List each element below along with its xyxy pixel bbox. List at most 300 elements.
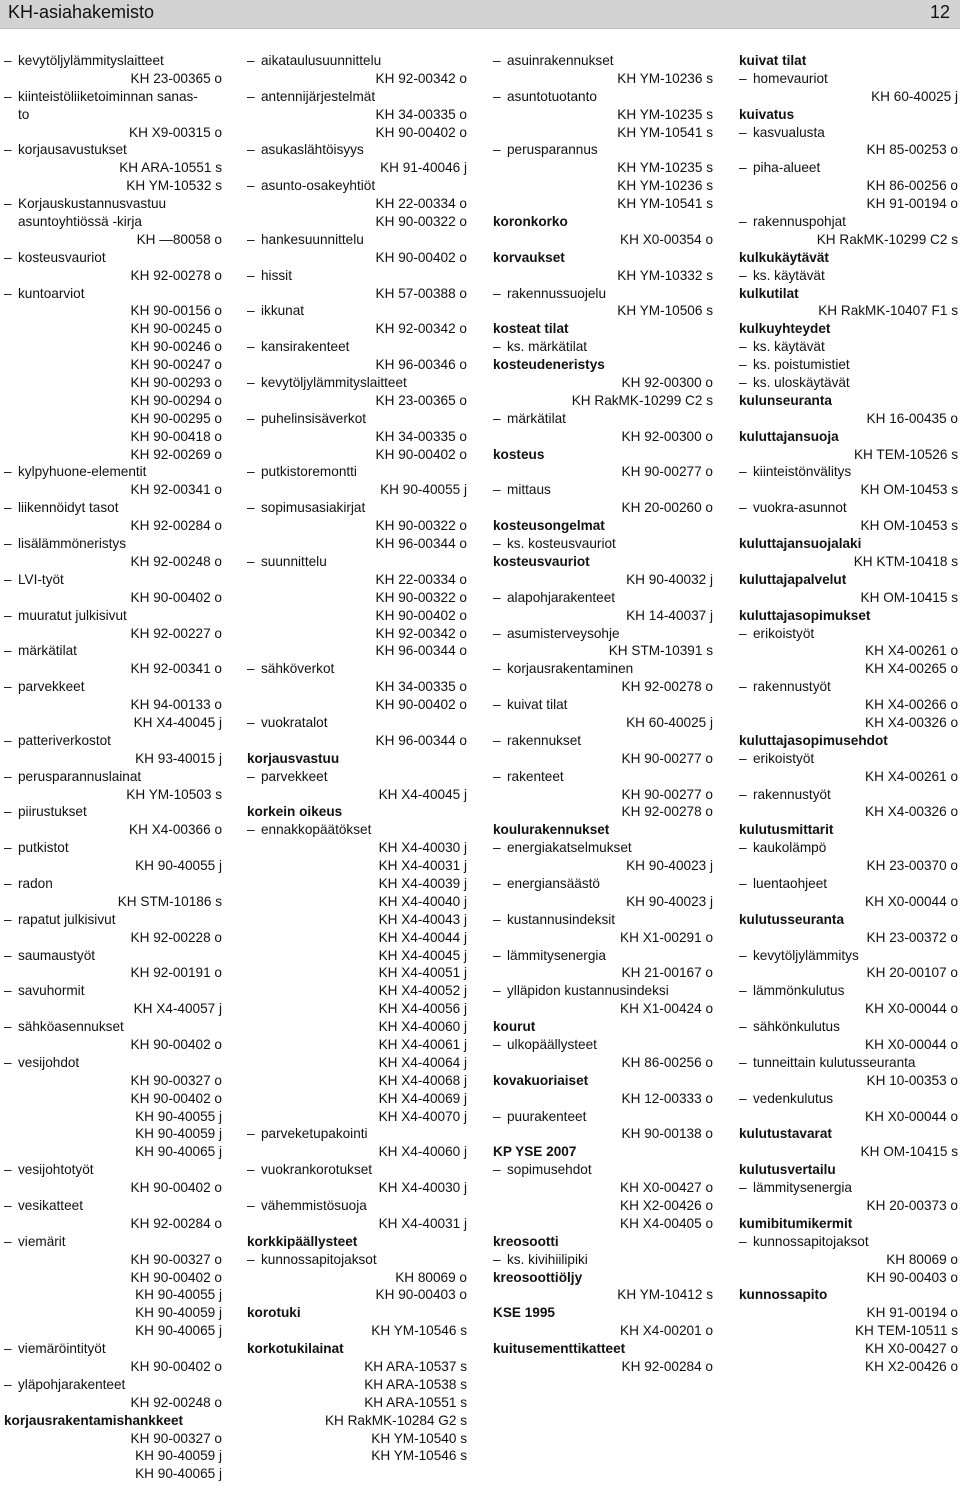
index-term-text: lämmitysenergia bbox=[507, 947, 606, 963]
index-subterm bbox=[4, 52, 164, 70]
index-row bbox=[739, 106, 958, 124]
index-row bbox=[4, 52, 222, 70]
index-row bbox=[4, 1447, 222, 1465]
dash-glyph: – bbox=[4, 285, 12, 301]
index-row bbox=[739, 947, 958, 965]
index-row bbox=[247, 267, 467, 285]
index-subterm bbox=[493, 768, 564, 786]
dash-glyph: – bbox=[739, 1054, 747, 1070]
index-reference: KH YM-10236 s bbox=[617, 70, 713, 86]
index-row bbox=[247, 1412, 467, 1430]
index-row bbox=[247, 52, 467, 70]
index-row bbox=[4, 625, 222, 643]
index-term-text: kiinteistönvälitys bbox=[753, 464, 852, 480]
index-reference: KH YM-10235 s bbox=[617, 160, 713, 176]
index-reference: KH 90-40032 j bbox=[626, 571, 713, 587]
index-subterm bbox=[4, 463, 146, 481]
index-row bbox=[739, 463, 958, 481]
index-reference: KH 92-00278 o bbox=[621, 804, 713, 820]
dash-glyph: – bbox=[739, 840, 747, 856]
index-row bbox=[4, 1412, 222, 1430]
index-row bbox=[247, 1108, 467, 1126]
dash-glyph: – bbox=[493, 589, 501, 605]
index-row bbox=[493, 1090, 713, 1108]
index-subterm bbox=[739, 463, 851, 481]
index-subterm bbox=[493, 839, 632, 857]
index-row bbox=[739, 642, 958, 660]
index-term-text: vesijohtotyöt bbox=[18, 1162, 94, 1178]
index-reference: KH 91-00194 o bbox=[866, 196, 958, 212]
index-reference: KH 92-00228 o bbox=[130, 929, 222, 945]
index-subterm bbox=[739, 786, 831, 804]
index-row bbox=[739, 1179, 958, 1197]
index-term-text: energiansäästö bbox=[507, 875, 600, 891]
index-reference: KH YM-10235 s bbox=[617, 106, 713, 122]
index-main-term: kulunseuranta bbox=[739, 392, 832, 408]
dash-glyph: – bbox=[4, 1162, 12, 1178]
index-subterm bbox=[4, 195, 166, 213]
index-row bbox=[739, 159, 958, 177]
index-row bbox=[739, 535, 958, 553]
index-term-text: rakennuspohjat bbox=[753, 214, 846, 230]
index-row bbox=[493, 267, 713, 285]
index-row bbox=[247, 535, 467, 553]
index-term-text: sopimusasiakirjat bbox=[261, 500, 366, 516]
index-subterm bbox=[4, 1161, 94, 1179]
index-row bbox=[4, 1215, 222, 1233]
dash-glyph: – bbox=[247, 1126, 255, 1142]
dash-glyph: – bbox=[4, 249, 12, 265]
index-main-term: kulkuyhteydet bbox=[739, 321, 831, 337]
dash-glyph: – bbox=[739, 679, 747, 695]
index-row bbox=[247, 660, 467, 678]
index-row bbox=[247, 106, 467, 124]
index-row bbox=[4, 1340, 222, 1358]
index-term-text: korjausavustukset bbox=[18, 142, 127, 158]
index-reference: KH X0-00044 o bbox=[865, 1001, 958, 1017]
dash-glyph: – bbox=[247, 500, 255, 516]
index-term-text: vesikatteet bbox=[18, 1198, 83, 1213]
index-row bbox=[247, 964, 467, 982]
index-reference: KH X4-00366 o bbox=[129, 822, 222, 838]
index-term-text: putkistoremontti bbox=[261, 464, 357, 480]
index-main-term: kuivat tilat bbox=[739, 53, 807, 68]
index-row bbox=[4, 857, 222, 875]
index-row bbox=[4, 607, 222, 625]
index-reference: KH 92-00341 o bbox=[130, 482, 222, 498]
index-reference: KH X4-40051 j bbox=[378, 965, 467, 981]
index-term-text: kuntoarviot bbox=[18, 285, 85, 301]
index-reference: KH X4-40052 j bbox=[378, 983, 467, 999]
index-row bbox=[4, 1233, 222, 1251]
index-reference: KH YM-10540 s bbox=[371, 1430, 467, 1446]
index-reference: KH 92-00284 o bbox=[130, 518, 222, 534]
index-row bbox=[739, 839, 958, 857]
index-reference: KH X4-40043 j bbox=[378, 911, 467, 927]
index-reference: KH 34-00335 o bbox=[375, 428, 467, 444]
index-row bbox=[247, 124, 467, 142]
index-reference: KH 34-00335 o bbox=[375, 106, 467, 122]
index-row bbox=[247, 70, 467, 88]
index-row bbox=[739, 320, 958, 338]
index-reference: KH X4-40040 j bbox=[378, 893, 467, 909]
index-reference: KH 92-00284 o bbox=[621, 1359, 713, 1375]
index-reference: KH 96-00346 o bbox=[375, 357, 467, 373]
dash-glyph: – bbox=[4, 983, 12, 999]
index-reference: KH X4-40070 j bbox=[378, 1108, 467, 1124]
index-row bbox=[247, 607, 467, 625]
index-row bbox=[247, 1394, 467, 1412]
index-reference: KH 90-00156 o bbox=[130, 303, 222, 319]
index-row bbox=[247, 696, 467, 714]
index-reference: KH 22-00334 o bbox=[375, 196, 467, 212]
index-row bbox=[739, 302, 958, 320]
index-term-text: perusparannus bbox=[507, 142, 598, 158]
index-row bbox=[4, 1054, 222, 1072]
index-reference: KH 90-00402 o bbox=[130, 589, 222, 605]
index-row bbox=[493, 947, 713, 965]
index-subterm bbox=[739, 750, 814, 768]
index-reference: KH 90-00402 o bbox=[130, 1269, 222, 1285]
index-subterm bbox=[739, 982, 844, 1000]
index-term-text: rakennussuojelu bbox=[507, 285, 606, 301]
index-subterm bbox=[4, 1233, 66, 1251]
index-row bbox=[739, 1054, 958, 1072]
index-reference: KH X4-00326 o bbox=[865, 714, 958, 730]
index-term-text: märkätilat bbox=[18, 643, 77, 659]
dash-glyph: – bbox=[4, 768, 12, 784]
index-reference: KH X4-40030 j bbox=[378, 1180, 467, 1196]
index-reference: KH 92-00248 o bbox=[130, 1394, 222, 1410]
index-row bbox=[4, 678, 222, 696]
index-term-text: kuivat tilat bbox=[507, 697, 568, 713]
index-main-term: kourut bbox=[493, 1019, 536, 1035]
index-row bbox=[247, 1197, 467, 1215]
index-term-text: ikkunat bbox=[261, 303, 305, 319]
index-row bbox=[4, 839, 222, 857]
index-row bbox=[4, 1286, 222, 1304]
index-subterm bbox=[4, 768, 141, 786]
index-reference: KH 92-00342 o bbox=[375, 70, 467, 86]
index-main-term: kunnossapito bbox=[739, 1287, 828, 1303]
index-row bbox=[247, 1376, 467, 1394]
index-reference: KH YM-10332 s bbox=[617, 267, 713, 283]
index-main-term: korkotukilainat bbox=[247, 1341, 344, 1357]
index-reference: KH X0-00044 o bbox=[865, 893, 958, 909]
index-reference: KH 90-40055 j bbox=[135, 1287, 222, 1303]
index-reference: KH 91-00194 o bbox=[866, 1305, 958, 1321]
index-term-text: asunto-osakeyhtiöt bbox=[261, 178, 376, 194]
index-row bbox=[4, 1197, 222, 1215]
index-reference: KH 92-00227 o bbox=[130, 625, 222, 641]
dash-glyph: – bbox=[493, 1036, 501, 1052]
dash-glyph: – bbox=[739, 875, 747, 891]
index-row bbox=[493, 428, 713, 446]
index-row bbox=[4, 821, 222, 839]
index-row bbox=[4, 875, 222, 893]
index-row bbox=[739, 1161, 958, 1179]
index-row bbox=[247, 1179, 467, 1197]
index-term-text: rakenteet bbox=[507, 768, 564, 784]
index-row bbox=[493, 1018, 713, 1036]
index-main-term: koronkorko bbox=[493, 214, 568, 230]
index-subterm-continuation bbox=[4, 213, 142, 231]
index-term-text: LVI-työt bbox=[18, 571, 64, 587]
index-term-text: kevytöljylämmityslaitteet bbox=[261, 375, 407, 391]
index-row bbox=[247, 768, 467, 786]
index-row bbox=[493, 1108, 713, 1126]
index-term-text: kylpyhuone-elementit bbox=[18, 464, 147, 480]
index-subterm bbox=[739, 1090, 833, 1108]
dash-glyph: – bbox=[247, 1162, 255, 1178]
index-row bbox=[4, 356, 222, 374]
index-row bbox=[739, 1322, 958, 1340]
index-row bbox=[493, 124, 713, 142]
index-row bbox=[4, 446, 222, 464]
dash-glyph: – bbox=[739, 1090, 747, 1106]
index-row bbox=[739, 714, 958, 732]
index-row bbox=[739, 1215, 958, 1233]
index-term-text: rakennukset bbox=[507, 732, 582, 748]
index-subterm bbox=[493, 1161, 592, 1179]
index-reference: KH 92-00248 o bbox=[130, 553, 222, 569]
index-reference: KH ARA-10537 s bbox=[364, 1359, 467, 1375]
index-subterm bbox=[493, 732, 581, 750]
index-reference: KH X4-40044 j bbox=[378, 929, 467, 945]
index-row bbox=[247, 195, 467, 213]
index-reference: KH 60-40025 j bbox=[871, 88, 958, 104]
index-reference: KH 16-00435 o bbox=[866, 410, 958, 426]
index-row bbox=[247, 446, 467, 464]
index-row bbox=[739, 141, 958, 159]
index-row bbox=[4, 320, 222, 338]
index-reference: KH TEM-10511 s bbox=[854, 1323, 958, 1339]
index-main-term: kumibitumikermit bbox=[739, 1215, 853, 1231]
dash-glyph: – bbox=[247, 53, 255, 68]
index-reference: KH X4-00405 o bbox=[620, 1215, 713, 1231]
index-main-term: kosteusongelmat bbox=[493, 518, 605, 534]
index-main-term: KSE 1995 bbox=[493, 1305, 555, 1321]
index-term-text: rapatut julkisivut bbox=[18, 911, 116, 927]
index-subterm bbox=[739, 678, 831, 696]
index-row bbox=[247, 285, 467, 303]
index-term-text: puhelinsisäverkot bbox=[261, 410, 367, 426]
index-main-term: kosteusvauriot bbox=[493, 553, 590, 569]
index-term-text: luentaohjeet bbox=[753, 875, 828, 891]
index-term-text: savuhormit bbox=[18, 983, 85, 999]
index-reference: KH 90-00322 o bbox=[375, 518, 467, 534]
index-reference: KH 20-00373 o bbox=[866, 1198, 958, 1213]
index-row bbox=[493, 982, 713, 1000]
index-column-1 bbox=[4, 52, 222, 1483]
index-row bbox=[739, 267, 958, 285]
index-row bbox=[4, 571, 222, 589]
index-term-text: kansirakenteet bbox=[261, 339, 350, 355]
index-row bbox=[739, 124, 958, 142]
index-row bbox=[4, 535, 222, 553]
index-row bbox=[739, 1269, 958, 1287]
dash-glyph: – bbox=[247, 178, 255, 194]
index-term-text: sähköasennukset bbox=[18, 1019, 124, 1035]
index-row bbox=[493, 1358, 713, 1376]
dash-glyph: – bbox=[493, 661, 501, 677]
index-subterm bbox=[247, 660, 334, 678]
index-row bbox=[493, 141, 713, 159]
dash-glyph: – bbox=[493, 142, 501, 158]
index-row bbox=[739, 1251, 958, 1269]
index-main-term: korotuki bbox=[247, 1305, 301, 1321]
index-row bbox=[493, 1322, 713, 1340]
index-reference: KH STM-10186 s bbox=[117, 893, 222, 909]
index-row bbox=[493, 446, 713, 464]
index-subterm bbox=[493, 88, 597, 106]
index-row bbox=[247, 213, 467, 231]
index-row bbox=[739, 1000, 958, 1018]
index-main-term: kuivatus bbox=[739, 106, 795, 122]
index-reference: KH 90-00327 o bbox=[130, 1251, 222, 1267]
index-subterm bbox=[739, 124, 825, 142]
index-row bbox=[247, 1143, 467, 1161]
index-row bbox=[247, 1125, 467, 1143]
index-row bbox=[4, 803, 222, 821]
index-row bbox=[493, 571, 713, 589]
dash-glyph: – bbox=[739, 625, 747, 641]
index-term-text: vedenkulutus bbox=[753, 1090, 834, 1106]
index-subterm bbox=[4, 285, 85, 303]
index-row bbox=[493, 642, 713, 660]
index-row bbox=[4, 1394, 222, 1412]
index-subterm bbox=[247, 410, 366, 428]
index-row bbox=[247, 338, 467, 356]
index-reference: KH X4-00261 o bbox=[865, 768, 958, 784]
index-row bbox=[247, 1090, 467, 1108]
index-reference: KH RakMK-10299 C2 s bbox=[816, 231, 958, 247]
dash-glyph: – bbox=[4, 1233, 12, 1249]
index-reference: KH X4-40069 j bbox=[378, 1090, 467, 1106]
index-subterm bbox=[739, 267, 825, 285]
index-subterm bbox=[739, 625, 814, 643]
index-row bbox=[247, 553, 467, 571]
index-row bbox=[493, 1125, 713, 1143]
index-term-text: radon bbox=[18, 875, 53, 891]
dash-glyph: – bbox=[739, 1233, 747, 1249]
index-term-text: energiakatselmukset bbox=[507, 840, 632, 856]
index-row bbox=[4, 124, 222, 142]
index-row bbox=[4, 768, 222, 786]
index-reference: KH X4-40045 j bbox=[378, 786, 467, 802]
index-term-text: sähköverkot bbox=[261, 661, 335, 677]
dash-glyph: – bbox=[739, 160, 747, 176]
index-subterm bbox=[493, 52, 614, 70]
index-column-4 bbox=[739, 52, 958, 1376]
index-term-text: kosteusvauriot bbox=[18, 249, 106, 265]
index-term-text: kunnossapitojaksot bbox=[261, 1251, 377, 1267]
index-row bbox=[493, 750, 713, 768]
index-row bbox=[247, 320, 467, 338]
index-row bbox=[739, 356, 958, 374]
index-reference: KH 92-00342 o bbox=[375, 625, 467, 641]
index-row bbox=[739, 964, 958, 982]
index-main-term: kuluttajasopimusehdot bbox=[739, 732, 888, 748]
index-row bbox=[493, 1054, 713, 1072]
index-row bbox=[739, 589, 958, 607]
index-subterm bbox=[4, 642, 77, 660]
index-row bbox=[247, 642, 467, 660]
index-subterm bbox=[4, 1054, 79, 1072]
index-row bbox=[493, 1179, 713, 1197]
index-subterm bbox=[4, 1340, 106, 1358]
index-subterm bbox=[4, 678, 85, 696]
dash-glyph: – bbox=[493, 983, 501, 999]
index-row bbox=[4, 177, 222, 195]
index-row bbox=[493, 338, 713, 356]
index-reference: KH 90-00277 o bbox=[621, 464, 713, 480]
index-row bbox=[493, 231, 713, 249]
index-term-text: kiinteistöliiketoiminnan sanas- bbox=[18, 88, 198, 104]
index-row bbox=[493, 1197, 713, 1215]
dash-glyph: – bbox=[4, 947, 12, 963]
index-row bbox=[739, 750, 958, 768]
index-row bbox=[493, 356, 713, 374]
index-row bbox=[4, 947, 222, 965]
index-term-text: kunnossapitojaksot bbox=[753, 1233, 869, 1249]
index-subterm bbox=[4, 571, 64, 589]
index-row bbox=[4, 213, 222, 231]
index-term-text: kasvualusta bbox=[753, 124, 825, 140]
index-subterm bbox=[739, 213, 846, 231]
index-reference: KH X9-00315 o bbox=[129, 124, 222, 140]
index-reference: KH X0-00044 o bbox=[865, 1108, 958, 1124]
index-subterm bbox=[247, 302, 304, 320]
index-reference: KH X1-00291 o bbox=[620, 929, 713, 945]
index-term-text: ks. märkätilat bbox=[507, 339, 588, 355]
index-term-text: kevytöljylämmitys bbox=[753, 947, 859, 963]
index-row bbox=[4, 285, 222, 303]
index-row bbox=[493, 302, 713, 320]
index-reference: KH X4-00266 o bbox=[865, 697, 958, 713]
index-reference: KH 86-00256 o bbox=[866, 178, 958, 194]
index-term-text: rakennustyöt bbox=[753, 679, 831, 695]
index-row bbox=[493, 696, 713, 714]
index-reference: KH 90-00402 o bbox=[130, 1359, 222, 1375]
index-reference: KH 92-00191 o bbox=[130, 965, 222, 981]
dash-glyph: – bbox=[247, 553, 255, 569]
index-row bbox=[739, 1304, 958, 1322]
index-reference: KH X4-40060 j bbox=[378, 1019, 467, 1035]
index-reference: KH 90-40055 j bbox=[380, 482, 467, 498]
index-reference: KH 92-00278 o bbox=[621, 679, 713, 695]
index-subterm bbox=[493, 911, 615, 929]
index-reference: KH 90-00277 o bbox=[621, 750, 713, 766]
index-reference: KH OM-10453 s bbox=[860, 482, 958, 498]
index-main-term: kosteus bbox=[493, 446, 545, 462]
index-main-term: KP YSE 2007 bbox=[493, 1144, 577, 1160]
index-reference: KH 92-00300 o bbox=[621, 428, 713, 444]
index-row bbox=[247, 1286, 467, 1304]
dash-glyph: – bbox=[247, 714, 255, 730]
index-row bbox=[247, 911, 467, 929]
index-reference: KH 90-40055 j bbox=[135, 1108, 222, 1124]
index-row bbox=[493, 177, 713, 195]
index-term-text: märkätilat bbox=[507, 410, 566, 426]
index-reference: KH X4-40057 j bbox=[133, 1001, 222, 1017]
index-row bbox=[4, 141, 222, 159]
index-term-text: ylläpidon kustannusindeksi bbox=[507, 983, 669, 999]
index-row bbox=[739, 231, 958, 249]
index-row bbox=[247, 1215, 467, 1233]
index-row bbox=[4, 1269, 222, 1287]
dash-glyph: – bbox=[4, 875, 12, 891]
